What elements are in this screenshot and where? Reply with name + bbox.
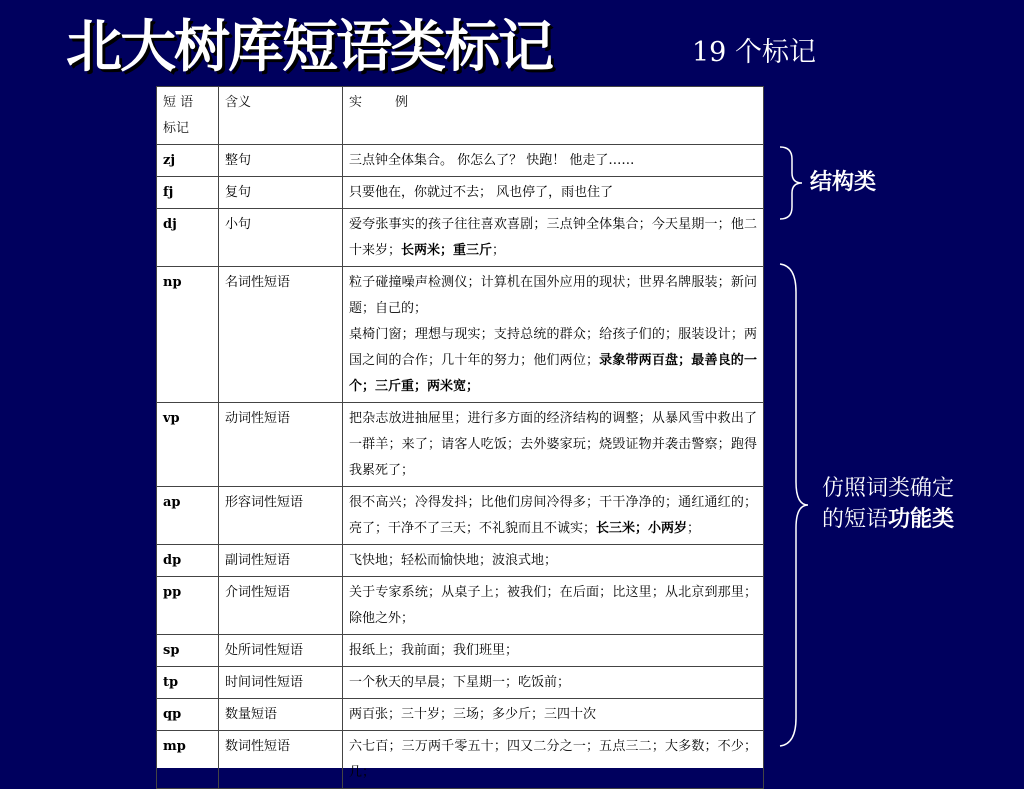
meaning-cell: 名词性短语: [219, 267, 343, 403]
table-row: [157, 667, 764, 699]
phrase-tag-cell: vp: [157, 403, 219, 487]
example-text: 三点钟全体集合。 你怎么了？ 快跑！ 他走了……: [349, 153, 635, 168]
phrase-tag-cell: ap: [157, 487, 219, 545]
table-row: [157, 209, 764, 267]
example-text: 两百张；三十岁；三场；多少斤；三四十次: [349, 707, 597, 722]
example-text: 六七百；三万两千零五十；四又二分之一；五点三二；大多数；不少；几；: [349, 739, 757, 780]
example-text-bold: 长两米；重三斤: [401, 243, 493, 258]
function-label-plain: 的短语: [822, 507, 889, 532]
table-row: [157, 699, 764, 731]
table-row: [157, 731, 764, 789]
meaning-cell: 整句: [219, 145, 343, 177]
example-cell: [343, 487, 764, 545]
table-row: [157, 545, 764, 577]
header-tag: [157, 87, 219, 145]
phrase-tag-cell: tp: [157, 667, 219, 699]
example-cell: [343, 635, 764, 667]
header-tag-line1: 短 语: [163, 95, 194, 110]
example-text: 粒子碰撞噪声检测仪；计算机在国外应用的现状；世界名牌服装；新问题；自己的；: [349, 275, 757, 316]
slide-title: 北大树库短语类标记: [66, 14, 552, 80]
phrase-tag-cell: qp: [157, 699, 219, 731]
meaning-cell: 动词性短语: [219, 403, 343, 487]
structure-brace-icon: [776, 145, 806, 221]
phrase-tag-cell: dp: [157, 545, 219, 577]
table-row: [157, 635, 764, 667]
example-text-bold: 录象带两百盘；最善良的一个；三斤重；两米宽；: [349, 353, 757, 394]
example-cell: [343, 731, 764, 789]
meaning-cell: 形容词性短语: [219, 487, 343, 545]
example-text: 报纸上；我前面；我们班里；: [349, 643, 519, 658]
phrase-tag-table-container: [156, 86, 763, 780]
example-text: 飞快地；轻松而愉快地；波浪式地；: [349, 553, 558, 568]
example-cell: [343, 667, 764, 699]
example-text: 桌椅门窗；理想与现实；支持总统的群众；给孩子们的；服装设计；两国之间的合作；几十年的努力；他们两位；: [349, 327, 757, 368]
function-category-label: [822, 474, 954, 535]
structure-category-text: 结构类: [810, 169, 877, 195]
tag-count-subtitle: 19 个标记: [692, 37, 816, 68]
meaning-cell: 复句: [219, 177, 343, 209]
example-text: 把杂志放进抽屉里；进行多方面的经济结构的调整；从暴风雪中救出了一群羊；来了；请客人吃饭；去外婆家玩；烧毁证物并袭击警察；跑得我累死了；: [349, 411, 757, 478]
phrase-tag-cell: np: [157, 267, 219, 403]
meaning-cell: 小句: [219, 209, 343, 267]
meaning-cell: 数词性短语: [219, 731, 343, 789]
table-row: [157, 145, 764, 177]
table-row: [157, 487, 764, 545]
meaning-cell: 数量短语: [219, 699, 343, 731]
example-cell: [343, 699, 764, 731]
phrase-tag-cell: dj: [157, 209, 219, 267]
phrase-tag-cell: mp: [157, 731, 219, 789]
meaning-cell: 副词性短语: [219, 545, 343, 577]
example-cell: [343, 403, 764, 487]
phrase-tag-cell: fj: [157, 177, 219, 209]
table-header-row: [157, 87, 764, 145]
example-text: 一个秋天的早晨；下星期一；吃饭前；: [349, 675, 571, 690]
example-text-bold: 长三米；小两岁: [596, 521, 688, 536]
example-text: 关于专家系统；从桌子上；被我们；在后面；比这里；从北京到那里；除他之外；: [349, 585, 757, 626]
example-cell: [343, 177, 764, 209]
function-label-line2: [822, 504, 954, 535]
phrase-tag-cell: zj: [157, 145, 219, 177]
phrase-tag-cell: pp: [157, 577, 219, 635]
meaning-cell: 处所词性短语: [219, 635, 343, 667]
example-cell: [343, 577, 764, 635]
example-cell: [343, 267, 764, 403]
meaning-cell: 时间词性短语: [219, 667, 343, 699]
table-row: [157, 267, 764, 403]
table-row: [157, 403, 764, 487]
table-row: [157, 577, 764, 635]
example-cell: [343, 209, 764, 267]
phrase-tag-cell: sp: [157, 635, 219, 667]
example-cell: [343, 145, 764, 177]
structure-category-label: [810, 167, 876, 198]
example-cell: [343, 545, 764, 577]
header-example: 实 例: [343, 87, 764, 145]
phrase-tag-table: [156, 86, 764, 789]
function-brace-icon: [776, 262, 812, 748]
example-text: ；: [687, 521, 701, 536]
example-text: 爱夸张事实的孩子往往喜欢喜剧；三点钟全体集合；今天星期一；他二十来岁；: [349, 217, 757, 258]
example-text: ；: [492, 243, 506, 258]
header-tag-line2: 标记: [163, 121, 190, 136]
example-text: 很不高兴；冷得发抖；比他们房间冷得多；干干净净的；通红通红的；亮了；干净不了三天；不礼貌而且不诚实；: [349, 495, 757, 536]
meaning-cell: 介词性短语: [219, 577, 343, 635]
example-text: 只要他在，你就过不去； 风也停了，雨也住了: [349, 185, 614, 200]
table-row: [157, 177, 764, 209]
function-label-bold: 功能类: [888, 506, 955, 532]
header-meaning: 含义: [219, 87, 343, 145]
function-label-line1: 仿照词类确定: [822, 476, 955, 501]
